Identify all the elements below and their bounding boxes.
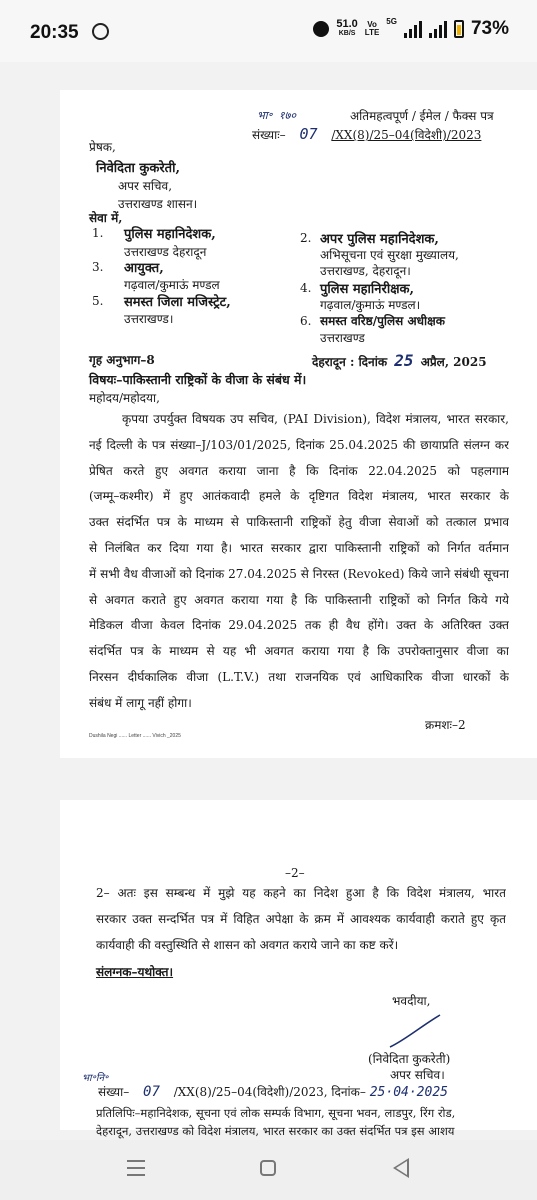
recipient-place: अभिसूचना एवं सुरक्षा मुख्यालय, bbox=[320, 248, 459, 262]
ref-suffix: /XX(8)/25–04(विदेशी)/2023 bbox=[331, 128, 482, 142]
recipient-number: 4. bbox=[300, 281, 312, 295]
recipient-place: उत्तराखण्ड, देहरादून। bbox=[320, 264, 411, 278]
to-label: सेवा में, bbox=[89, 211, 123, 225]
signal-icon-2 bbox=[429, 20, 447, 38]
body-line: कृपया उपर्युक्त विषयक उप सचिव, (PAI Division), विदेश मंत्रालय, भारत सरकार, bbox=[122, 412, 509, 426]
battery-percent: 73% bbox=[470, 18, 509, 39]
recipient-place: उत्तराखण्ड। bbox=[124, 312, 174, 326]
recipient-place: गढ़वाल/कुमाऊं मण्डल। bbox=[320, 298, 421, 312]
para-line: सरकार उक्त सन्दर्भित पत्र में विहित अपेक्षा के क्रम में आवश्यक कार्यवाही कराते हुए कृत bbox=[96, 912, 506, 926]
priority-label: अतिमहत्वपूर्ण / ईमेल / फैक्स पत्र bbox=[350, 109, 494, 123]
sender-label: प्रेषक, bbox=[89, 140, 116, 154]
handwritten-ref: भा॰ १७० bbox=[257, 109, 297, 122]
closing-paragraph bbox=[96, 880, 506, 958]
battery-icon bbox=[454, 20, 464, 38]
recipient-name: आयुक्त, bbox=[124, 261, 164, 276]
recipient-place: गढ़वाल/कुमाऊं मण्डल bbox=[124, 278, 220, 292]
body-line: से अवगत कराते हुए अवगत कराया गया है कि पाकिस्तानी राष्ट्रिकों को निर्गत किये गये bbox=[89, 592, 509, 607]
network-speed bbox=[336, 19, 357, 39]
body-line: संदर्भित पत्र के माध्यम से यह भी अवगत कराया गया है कि उपरोक्तानुसार वीजा का bbox=[89, 644, 509, 659]
date-suffix: अप्रैल, 2025 bbox=[420, 355, 487, 369]
sender-title: अपर सचिव, bbox=[118, 179, 173, 193]
ref-number-handwritten: 07 bbox=[299, 125, 318, 143]
speed-unit: KB/S bbox=[338, 30, 356, 37]
alarm-icon bbox=[313, 21, 329, 37]
home-icon[interactable] bbox=[260, 1160, 276, 1176]
letter-date bbox=[312, 351, 487, 370]
body-line: नई दिल्ली के पत्र संख्या–J/103/01/2025, दिनांक 25.04.2025 की छायाप्रति संलग्न कर bbox=[89, 437, 509, 452]
continued-marker: क्रमशः–2 bbox=[425, 718, 466, 732]
body-line: उक्त संदर्भित पत्र के माध्यम से पाकिस्तानी राष्ट्रिकों हेतु वीजा सेवाओं को तत्काल प्रभाव bbox=[89, 515, 509, 530]
network-type: 5G bbox=[386, 16, 397, 26]
recipient-place: उत्तराखण्ड देहरादून bbox=[124, 245, 207, 259]
recipient-name: अपर पुलिस महानिदेशक, bbox=[320, 232, 439, 247]
ref-prefix: संख्या– bbox=[98, 1085, 130, 1099]
closing: भवदीया, bbox=[392, 994, 431, 1008]
status-icons bbox=[313, 18, 509, 40]
para-line: कार्यवाही की वस्तुस्थिति से शासन को अवगत कराये जाने का कष्ट करें। bbox=[96, 938, 399, 952]
page-number: –2– bbox=[285, 866, 305, 880]
salutation: महोदय/महोदया, bbox=[89, 391, 160, 405]
copy-line: प्रतिलिपिः–महानिदेशक, सूचना एवं लोक सम्पर्क विभाग, सूचना भवन, लाडपुर, रिंग रोड, bbox=[96, 1106, 456, 1120]
sender-govt: उत्तराखण्ड शासन। bbox=[118, 197, 198, 211]
document-page-2 bbox=[60, 800, 537, 1138]
body-line: से निलंबित कर दिया गया है। भारत सरकार द्वारा पाकिस्तानी राष्ट्रिकों को निर्गत वर्तमान bbox=[89, 540, 509, 555]
recipient-number: 3. bbox=[92, 260, 104, 274]
body-line: संबंध में लागू नहीं होगा। bbox=[89, 695, 192, 710]
status-bar bbox=[0, 0, 537, 62]
copy-reference bbox=[98, 1083, 448, 1100]
date-handwritten: 25 bbox=[394, 351, 414, 370]
handwritten-ref: भा॰नि॰ bbox=[82, 1073, 109, 1084]
whatsapp-icon bbox=[92, 23, 109, 40]
back-icon[interactable] bbox=[393, 1158, 409, 1178]
recipient-number: 2. bbox=[300, 231, 312, 245]
para-line: 2– अतः इस सम्बन्ध में मुझे यह कहने का निदेश हुआ है कि विदेश मंत्रालय, भारत bbox=[96, 886, 506, 900]
body-line: प्रेषित करते हुए अवगत कराया जाना है कि दिनांक 22.04.2025 को पहलगाम bbox=[89, 463, 509, 478]
status-time: 20:35 bbox=[30, 22, 79, 43]
volte-icon: Vo LTE bbox=[364, 20, 380, 37]
signer-name: (निवेदिता कुकरेती) bbox=[368, 1052, 451, 1066]
ref-date-handwritten: 25·04·2025 bbox=[369, 1085, 448, 1100]
recent-apps-icon[interactable] bbox=[127, 1160, 145, 1176]
recipient-number: 5. bbox=[92, 294, 104, 308]
letter-body bbox=[89, 407, 509, 717]
ref-prefix: संख्याः– bbox=[252, 128, 286, 142]
recipient-place: उत्तराखण्ड bbox=[320, 331, 365, 345]
section-name: गृह अनुभाग–8 bbox=[89, 353, 155, 367]
signal-icon bbox=[404, 20, 422, 38]
recipient-name: पुलिस महानिदेशक, bbox=[124, 227, 216, 242]
subject: विषयः–पाकिस्तानी राष्ट्रिकों के वीजा के संबंध में। bbox=[89, 372, 307, 387]
body-line: में सभी वैध वीजाओं को दिनांक 27.04.2025 से निरस्त (Revoked) किये जाने संबंधी सूचना bbox=[89, 566, 509, 581]
document-page-1 bbox=[60, 90, 537, 758]
speed-value: 51.0 bbox=[336, 18, 358, 30]
recipient-number: 1. bbox=[92, 226, 104, 240]
signature bbox=[385, 1012, 445, 1052]
recipient-name: पुलिस महानिरीक्षक, bbox=[320, 282, 415, 297]
body-line: निरसन दीर्घकालिक वीजा (L.T.V.) तथा राजनयिक एवं आधिकारिक वीजा धारकों के bbox=[89, 669, 509, 684]
enclosure: संलग्नक–यथोक्त। bbox=[96, 965, 174, 979]
body-line: (जम्मू–कश्मीर) में हुए आतंकवादी हमले के दृष्टिगत विदेश मंत्रालय, भारत सरकार के bbox=[89, 489, 509, 504]
reference-number bbox=[252, 125, 481, 143]
ref-number-handwritten: 07 bbox=[143, 1084, 160, 1100]
signer-title: अपर सचिव। bbox=[390, 1068, 445, 1082]
recipient-number: 6. bbox=[300, 314, 312, 328]
ref-suffix: /XX(8)/25–04(विदेशी)/2023, दिनांक– bbox=[173, 1085, 366, 1099]
sender-name: निवेदिता कुकरेती, bbox=[96, 161, 180, 176]
date-prefix: देहरादून : दिनांक bbox=[312, 355, 388, 369]
body-line: मेडिकल वीजा केवल दिनांक 29.04.2025 तक ही वैध होंगे। उक्त के अतिरिक्त उक्त bbox=[89, 618, 509, 633]
recipient-name: समस्त जिला मजिस्ट्रेट, bbox=[124, 295, 231, 310]
navigation-bar bbox=[0, 1140, 537, 1200]
copy-line: देहरादून, उत्तराखण्ड को विदेश मंत्रालय, भारत सरकार का उक्त संदर्भित पत्र इस आशय bbox=[96, 1124, 455, 1138]
footer-note: Dushila Negi ...... Letter ...... Vivich _2025 bbox=[89, 733, 181, 739]
recipient-name: समस्त वरिष्ठ/पुलिस अधीक्षक bbox=[320, 314, 445, 328]
